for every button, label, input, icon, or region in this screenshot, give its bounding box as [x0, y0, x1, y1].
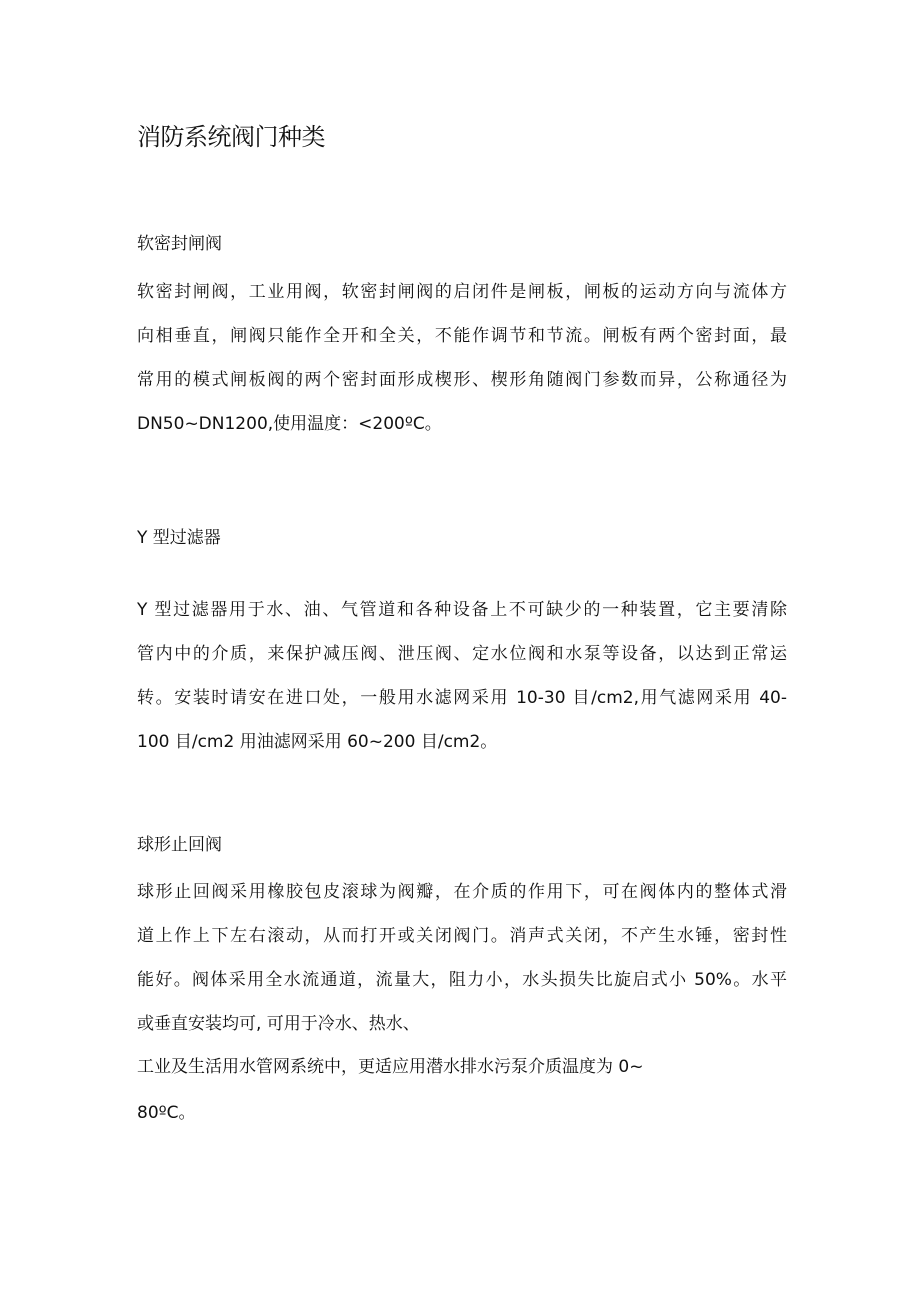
section-heading-soft-seal-gate-valve: 软密封闸阀	[137, 234, 222, 254]
paragraph-line: 80ºC。	[137, 1103, 196, 1123]
paragraph-line: DN50~DN1200,使用温度：<200ºC。	[137, 414, 442, 434]
section-paragraph-ball-check-valve	[137, 880, 787, 1012]
section-paragraph-soft-seal-gate-valve	[137, 280, 787, 456]
document-title: 消防系统阀门种类	[137, 123, 325, 151]
paragraph-line: 常用的模式闸板阀的两个密封面形成楔形、楔形角随阀门参数而异，公称通径为	[137, 370, 787, 390]
section-paragraph-y-strainer	[137, 598, 787, 774]
paragraph-line: 或垂直安装均可, 可用于冷水、热水、	[137, 1014, 420, 1034]
paragraph-line: 工业及生活用水管网系统中，更适应用潜水排水污泵介质温度为 0~	[137, 1057, 644, 1077]
paragraph-line: 道上作上下左右滚动，从而打开或关闭阀门。消声式关闭，不产生水锤，密封性	[137, 926, 787, 946]
section-heading-y-strainer: Y 型过滤器	[137, 528, 221, 548]
section-heading-ball-check-valve: 球形止回阀	[137, 835, 222, 855]
paragraph-line: 软密封闸阀，工业用阀，软密封闸阀的启闭件是闸板，闸板的运动方向与流体方	[137, 282, 787, 302]
paragraph-line: 转。安装时请安在进口处，一般用水滤网采用 10-30 目/cm2,用气滤网采用 40-	[137, 688, 787, 708]
paragraph-line: Y 型过滤器用于水、油、气管道和各种设备上不可缺少的一种装置，它主要清除	[137, 600, 787, 620]
paragraph-line: 管内中的介质，来保护减压阀、泄压阀、定水位阀和水泵等设备，以达到正常运	[137, 644, 787, 664]
paragraph-line: 100 目/cm2 用油滤网采用 60~200 目/cm2。	[137, 732, 498, 752]
paragraph-line: 能好。阀体采用全水流通道，流量大，阻力小，水头损失比旋启式小 50%。水平	[137, 970, 787, 990]
paragraph-line: 向相垂直，闸阀只能作全开和全关，不能作调节和节流。闸板有两个密封面，最	[137, 326, 787, 346]
paragraph-line: 球形止回阀采用橡胶包皮滚球为阀瓣，在介质的作用下，可在阀体内的整体式滑	[137, 882, 787, 902]
